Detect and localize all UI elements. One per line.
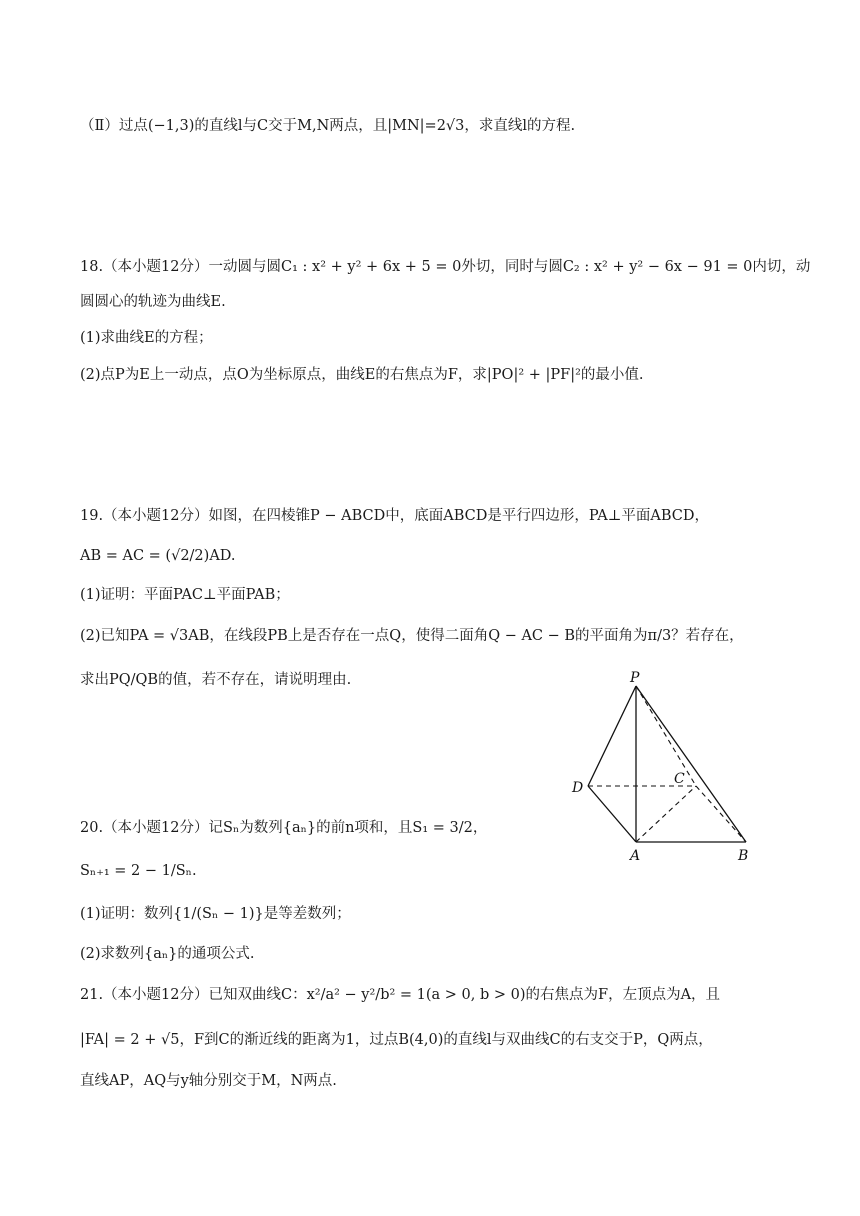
problem17-part2: （Ⅱ）过点(−1,3)的直线l与C交于M,N两点，且|MN|=2√3，求直线l的方程. <box>80 118 576 134</box>
edge-AC <box>636 786 696 842</box>
pyramid-figure <box>560 668 780 868</box>
problem19-part2-line2: 求出PQ/QB的值，若不存在，请说明理由. <box>80 672 352 688</box>
problem21-stem-line1: 21.（本小题12分）已知双曲线C：x²/a² − y²/b² = 1(a > 0, b > 0)的右焦点为F，左顶点为A，且 <box>80 987 721 1003</box>
label-P: P <box>630 670 640 686</box>
label-D: D <box>572 780 584 796</box>
problem20-stem-line2: Sₙ₊₁ = 2 − 1/Sₙ. <box>80 863 197 879</box>
problem19-stem-line1: 19.（本小题12分）如图，在四棱锥P − ABCD中，底面ABCD是平行四边形，PA⊥平面ABCD， <box>80 508 710 524</box>
problem19-part1: (1)证明：平面PAC⊥平面PAB； <box>80 587 290 603</box>
problem21-stem-line2: |FA| = 2 + √5，F到C的渐近线的距离为1，过点B(4,0)的直线l与双曲线C的右支交于P，Q两点， <box>80 1032 713 1048</box>
problem20-stem-line1: 20.（本小题12分）记Sₙ为数列{aₙ}的前n项和，且S₁ = 3/2， <box>80 820 488 836</box>
label-A: A <box>630 848 641 864</box>
problem19-part2-line1: (2)已知PA = √3AB，在线段PB上是否存在一点Q，使得二面角Q − AC − B的平面角为π/3？若存在， <box>80 628 744 644</box>
edge-PB <box>636 686 746 842</box>
problem18-part2: (2)点P为E上一动点，点O为坐标原点，曲线E的右焦点为F，求|PO|² + |PF|²的最小值. <box>80 367 644 383</box>
edge-CB <box>696 786 746 842</box>
label-C: C <box>674 771 685 787</box>
problem19-stem-line2: AB = AC = (√2/2)AD. <box>80 548 236 564</box>
problem20-part1: (1)证明：数列{1/(Sₙ − 1)}是等差数列； <box>80 906 351 922</box>
edge-PD <box>588 686 636 786</box>
pyramid-diagram <box>560 668 780 868</box>
problem20-part2: (2)求数列{aₙ}的通项公式. <box>80 946 255 962</box>
edge-DA <box>588 786 636 842</box>
problem18-stem-line2: 圆圆心的轨迹为曲线E. <box>80 294 226 310</box>
problem21-stem-line3: 直线AP，AQ与y轴分别交于M，N两点. <box>80 1073 337 1089</box>
problem18-part1: (1)求曲线E的方程； <box>80 330 213 346</box>
problem18-stem-line1: 18.（本小题12分）一动圆与圆C₁ : x² + y² + 6x + 5 = 0外切，同时与圆C₂ : x² + y² − 6x − 91 = 0内切，动 <box>80 259 811 275</box>
label-B: B <box>738 848 749 864</box>
edge-PC <box>636 686 696 786</box>
